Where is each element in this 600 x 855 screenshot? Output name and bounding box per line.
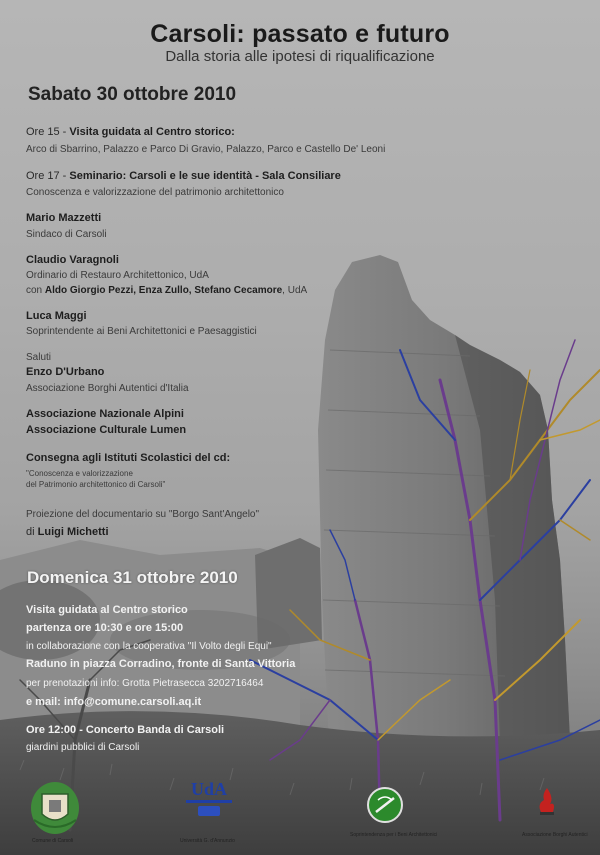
seminar-title: Seminario: Carsoli e le sue identità - Sala Consiliare (69, 170, 341, 182)
visit-time: Ore 15 - (26, 126, 70, 138)
logo-caption: Comune di Carsoli (32, 838, 74, 844)
soprintendenza-logo-icon (366, 786, 404, 824)
sunday-line: giardini pubblici di Carsoli (26, 742, 140, 753)
speaker-role: Ordinario di Restauro Architettonico, UdA (26, 270, 209, 281)
sunday-line: Ore 12:00 - Concerto Banda di Carsoli (26, 724, 225, 736)
screening-author (26, 526, 109, 538)
sunday-line: in collaborazione con la cooperativa "Il Volto degli Equi" (26, 641, 272, 652)
visit-detail: Arco di Sbarrino, Palazzo e Parco Di Gravio, Palazzo, Parco e Castello De' Leoni (26, 144, 386, 155)
borghi-flame-icon (536, 786, 558, 816)
delivery-line: "Conoscenza e valorizzazione (26, 469, 133, 478)
saturday-date: Sabato 30 ottobre 2010 (28, 84, 237, 105)
sunday-date: Domenica 31 ottobre 2010 (27, 568, 238, 587)
greetings-label: Saluti (26, 352, 52, 363)
speaker-collaborators (26, 285, 307, 296)
screening-text: Proiezione del documentario su "Borgo Sant'Angelo" (26, 509, 260, 520)
comune-crest-icon (28, 780, 82, 836)
association-item: Associazione Nazionale Alpini (26, 408, 184, 420)
poster-subtitle: Dalla storia alle ipotesi di riqualificazione (165, 48, 435, 65)
seminar-time: Ore 17 - (26, 170, 70, 182)
uda-logo (186, 778, 232, 818)
speaker-name: Mario Mazzetti (26, 212, 102, 224)
screening-by-prefix: di (26, 526, 38, 538)
sunday-line: Visita guidata al Centro storico (26, 604, 188, 616)
sunday-line: Raduno in piazza Corradino, fronte di Santa Vittoria (26, 658, 296, 670)
greetings-role: Associazione Borghi Autentici d'Italia (26, 383, 189, 394)
delivery-line: del Patrimonio architettonico di Carsoli" (26, 480, 166, 489)
screening-by-name: Luigi Michetti (37, 526, 109, 538)
speaker-role: Sindaco di Carsoli (26, 229, 107, 240)
logo-caption: Associazione Borghi Autentici (522, 832, 588, 838)
seminar-heading (26, 170, 341, 182)
sunday-line: partenza ore 10:30 e ore 15:00 (26, 622, 184, 634)
sunday-line: per prenotazioni info: Grotta Pietrasecca 3202716464 (26, 678, 264, 689)
speaker-role: Soprintendente ai Beni Architettonici e Paesaggistici (26, 326, 257, 337)
logo-caption: Soprintendenza per i Beni Architettonici (350, 832, 438, 838)
visit-heading (26, 126, 235, 138)
speaker-name: Luca Maggi (26, 310, 87, 322)
logo-caption: Università G. d'Annunzio (180, 838, 235, 844)
poster-title: Carsoli: passato e futuro (150, 20, 450, 48)
collaborators-prefix: con (26, 285, 45, 296)
seminar-detail: Conoscenza e valorizzazione del patrimonio architettonico (26, 187, 284, 198)
speaker-name: Claudio Varagnoli (26, 254, 119, 266)
delivery-title: Consegna agli Istituti Scolastici del cd: (26, 452, 231, 464)
sunday-line: e mail: info@comune.carsoli.aq.it (26, 696, 202, 708)
visit-title: Visita guidata al Centro storico: (69, 126, 235, 138)
collaborators-suffix: , UdA (282, 285, 308, 296)
uda-logo-text: UdA (186, 778, 232, 803)
association-item: Associazione Culturale Lumen (26, 424, 187, 436)
uda-emblem-icon (198, 806, 220, 816)
collaborators-names: Aldo Giorgio Pezzi, Enza Zullo, Stefano Cecamore (44, 285, 283, 296)
greetings-name: Enzo D'Urbano (26, 366, 105, 378)
